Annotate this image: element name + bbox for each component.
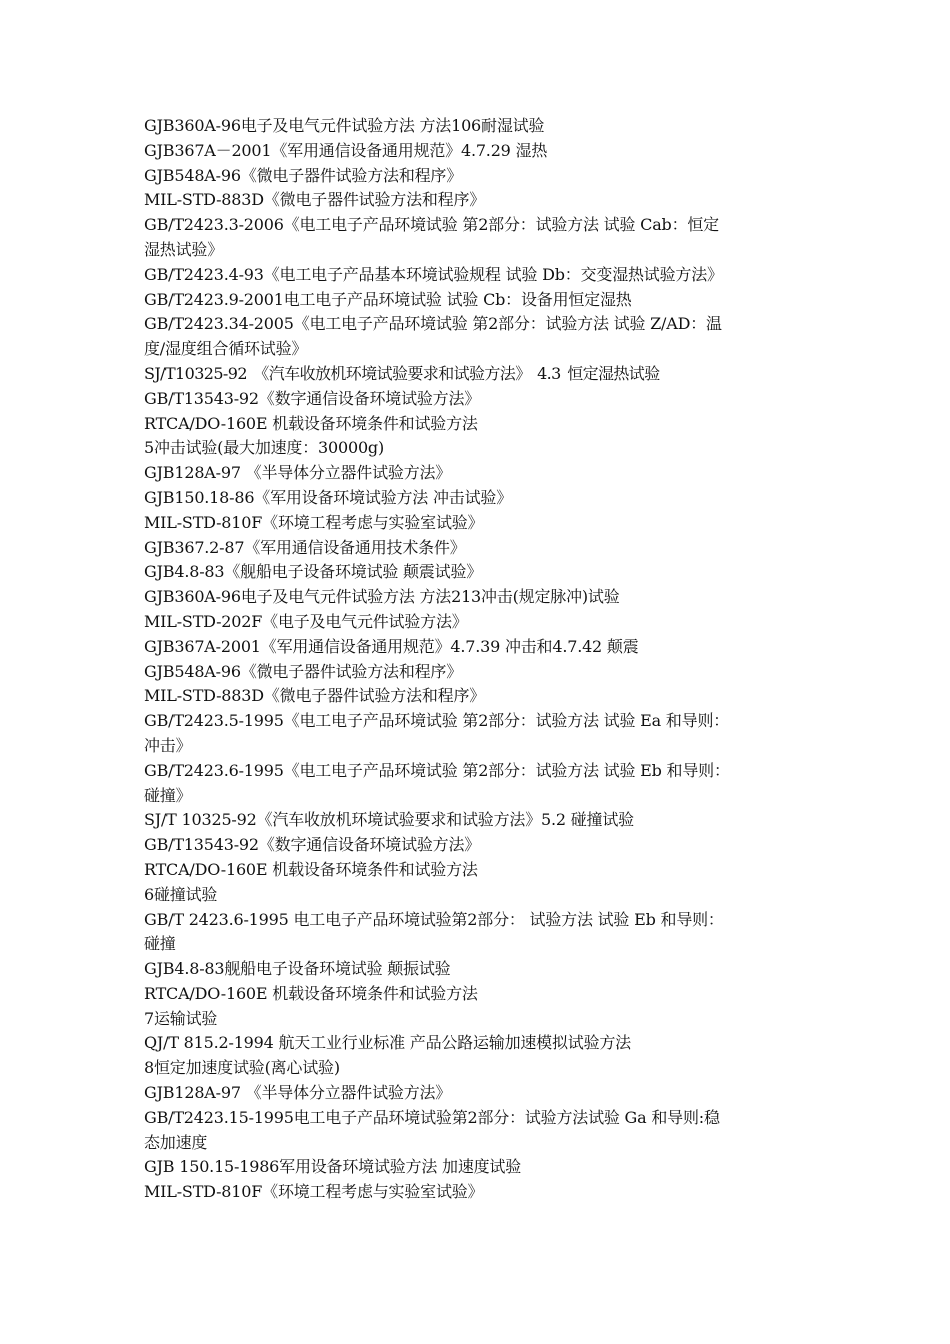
text-line: GB/T2423.5-1995《电工电子产品环境试验 第2部分：试验方法 试验 Ea 和导则： <box>144 711 730 731</box>
text-line: RTCA/DO-160E 机载设备环境条件和试验方法 <box>144 413 478 433</box>
text-line: GB/T13543-92《数字通信设备环境试验方法》 <box>144 835 481 855</box>
text-line: GJB367.2-87《军用通信设备通用技术条件》 <box>144 537 466 557</box>
text-line: GJB4.8-83《舰船电子设备环境试验 颠震试验》 <box>144 562 483 582</box>
text-line: RTCA/DO-160E 机载设备环境条件和试验方法 <box>144 983 478 1003</box>
section-heading: 8恒定加速度试验(离心试验) <box>144 1058 340 1078</box>
text-line: GJB128A-97 《半导体分立器件试验方法》 <box>144 1083 452 1103</box>
text-line: 湿热试验》 <box>144 239 224 259</box>
text-line: GJB 150.15-1986军用设备环境试验方法 加速度试验 <box>144 1157 522 1177</box>
text-line: GB/T2423.4-93《电工电子产品基本环境试验规程 试验 Db：交变湿热试验方法》 <box>144 264 723 284</box>
text-line: MIL-STD-202F《电子及电气元件试验方法》 <box>144 611 468 631</box>
text-line: GB/T 2423.6-1995 电工电子产品环境试验第2部分： 试验方法 试验 Eb 和导则： <box>144 909 724 929</box>
text-line: GB/T2423.9-2001电工电子产品环境试验 试验 Cb：设备用恒定湿热 <box>144 289 632 309</box>
text-line: GB/T2423.6-1995《电工电子产品环境试验 第2部分：试验方法 试验 Eb 和导则： <box>144 760 730 780</box>
text-line: GJB150.18-86《军用设备环境试验方法 冲击试验》 <box>144 487 512 507</box>
text-line: GJB360A-96电子及电气元件试验方法 方法106耐湿试验 <box>144 116 545 135</box>
text-line: MIL-STD-883D《微电子器件试验方法和程序》 <box>144 190 486 210</box>
text-line: GJB367A－2001《军用通信设备通用规范》4.7.29 湿热 <box>144 140 548 160</box>
standards-list <box>144 114 812 1205</box>
section-heading: 5冲击试验(最大加速度：30000g) <box>144 438 385 458</box>
text-line: GJB360A-96电子及电气元件试验方法 方法213冲击(规定脉冲)试验 <box>144 587 620 607</box>
text-line: RTCA/DO-160E 机载设备环境条件和试验方法 <box>144 859 478 879</box>
text-line: GB/T2423.3-2006《电工电子产品环境试验 第2部分：试验方法 试验 Cab：恒定 <box>144 215 719 235</box>
text-line: GJB548A-96《微电子器件试验方法和程序》 <box>144 661 463 681</box>
text-line: GB/T13543-92《数字通信设备环境试验方法》 <box>144 388 481 408</box>
text-line: 碰撞》 <box>144 785 192 805</box>
text-line: QJ/T 815.2-1994 航天工业行业标准 产品公路运输加速模拟试验方法 <box>144 1033 631 1053</box>
text-line: GJB548A-96《微电子器件试验方法和程序》 <box>144 165 463 185</box>
text-line: 碰撞 <box>144 934 176 954</box>
section-heading: 7运输试验 <box>144 1008 218 1028</box>
text-line: SJ/T10325-92 《汽车收放机环境试验要求和试验方法》 4.3 恒定湿热试验 <box>144 363 660 383</box>
text-line: MIL-STD-810F《环境工程考虑与实验室试验》 <box>144 1182 484 1202</box>
text-line: 态加速度 <box>144 1132 208 1152</box>
text-line: 度/湿度组合循环试验》 <box>144 339 308 359</box>
text-line: SJ/T 10325-92《汽车收放机环境试验要求和试验方法》5.2 碰撞试验 <box>144 810 634 830</box>
text-line: GJB128A-97 《半导体分立器件试验方法》 <box>144 463 452 483</box>
text-line: GJB367A-2001《军用通信设备通用规范》4.7.39 冲击和4.7.42 颠震 <box>144 636 639 656</box>
text-line: MIL-STD-883D《微电子器件试验方法和程序》 <box>144 686 486 706</box>
section-heading: 6碰撞试验 <box>144 884 218 904</box>
text-line: GB/T2423.34-2005《电工电子产品环境试验 第2部分：试验方法 试验 Z/AD：温 <box>144 314 722 334</box>
text-line: MIL-STD-810F《环境工程考虑与实验室试验》 <box>144 512 484 532</box>
text-line: 冲击》 <box>144 735 192 755</box>
text-line: GB/T2423.15-1995电工电子产品环境试验第2部分：试验方法试验 Ga 和导则:稳 <box>144 1107 720 1127</box>
text-line: GJB4.8-83舰船电子设备环境试验 颠振试验 <box>144 959 451 979</box>
